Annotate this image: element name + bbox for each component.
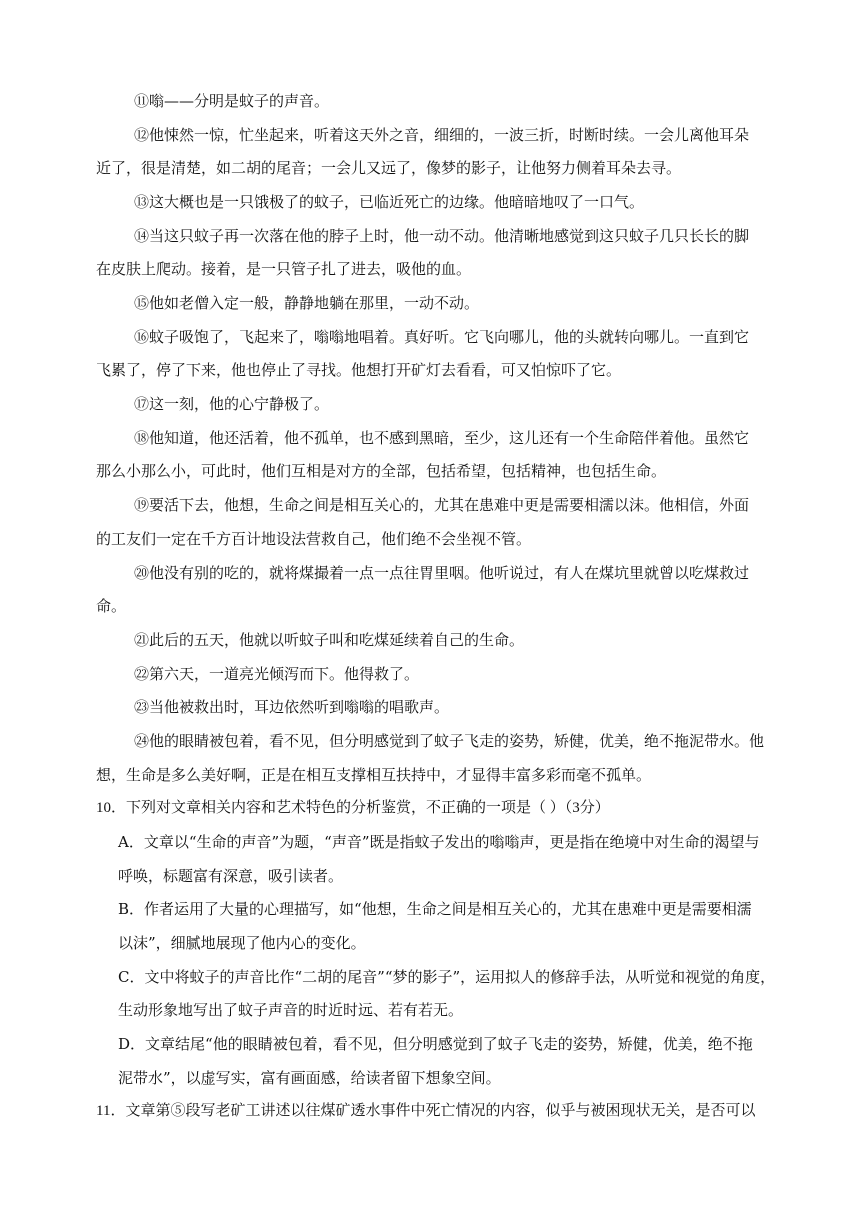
paragraph-12-line-1: ⑫他悚然一惊，忙坐起来，听着这天外之音，细细的，一波三折，时断时续。一会儿离他耳朵 <box>134 126 750 144</box>
option-d-line-2: 泥带水”，以虚写实，富有画面感，给读者留下想象空间。 <box>118 1069 501 1087</box>
paragraph-14-line-1: ⑭当这只蚊子再一次落在他的脖子上时，他一动不动。他清晰地感觉到这只蚊子几只长长的脚 <box>134 227 750 245</box>
paragraph-13: ⑬这大概也是一只饿极了的蚊子，已临近死亡的边缘。他暗暗地叹了一口气。 <box>134 193 645 211</box>
option-b-line-2: 以沫”，细腻地展现了他内心的变化。 <box>118 934 366 952</box>
question-10: 10．下列对文章相关内容和艺术特色的分析鉴赏，不正确的一项是（ ）（3分） <box>96 800 610 816</box>
option-d-line-1: D．文章结尾“他的眼睛被包着，看不见，但分明感觉到了蚊子飞走的姿势，矫健，优美，绝不拖 <box>118 1035 753 1053</box>
option-c-line-1: C．文中将蚊子的声音比作“二胡的尾音”“梦的影子”，运用拟人的修辞手法，从听觉和视觉的角度， <box>118 968 776 986</box>
paragraph-16-line-2: 飞累了，停了下来，他也停止了寻找。他想打开矿灯去看看，可又怕惊吓了它。 <box>96 361 622 379</box>
paragraph-19-line-2: 的工友们一定在千方百计地设法营救自己，他们绝不会坐视不管。 <box>96 530 532 548</box>
paragraph-15: ⑮他如老僧入定一般，静静地躺在那里，一动不动。 <box>134 294 480 312</box>
paragraph-20-line-2: 命。 <box>96 597 127 615</box>
paragraph-23: ㉓当他被救出时，耳边依然听到嗡嗡的唱歌声。 <box>134 698 450 716</box>
paragraph-18-line-1: ⑱他知道，他还活着，他不孤单，也不感到黑暗，至少，这儿还有一个生命陪伴着他。虽然它 <box>134 429 750 447</box>
paragraph-11: ⑪嗡——分明是蚊子的声音。 <box>134 92 330 110</box>
paragraph-24-line-1: ㉔他的眼睛被包着，看不见，但分明感觉到了蚊子飞走的姿势，矫健，优美，绝不拖泥带水。他 <box>134 732 765 750</box>
paragraph-18-line-2: 那么小那么小，可此时，他们互相是对方的全部，包括希望，包括精神，也包括生命。 <box>96 462 667 480</box>
paragraph-20-line-1: ⑳他没有别的吃的，就将煤撮着一点一点往胃里咽。他听说过，有人在煤坑里就曾以吃煤救过 <box>134 564 750 582</box>
paragraph-24-line-2: 想，生命是多么美好啊，正是在相互支撑相互扶持中，才显得丰富多彩而毫不孤单。 <box>96 766 652 784</box>
paragraph-12-line-2: 近了，很是清楚，如二胡的尾音；一会儿又远了，像梦的影子，让他努力侧着耳朵去寻。 <box>96 159 682 177</box>
paragraph-16-line-1: ⑯蚊子吸饱了，飞起来了，嗡嗡地唱着。真好听。它飞向哪儿，他的头就转向哪儿。一直到它 <box>134 328 750 346</box>
option-a-line-2: 呼唤，标题富有深意，吸引读者。 <box>118 867 344 885</box>
paragraph-22: ㉒第六天，一道亮光倾泻而下。他得救了。 <box>134 665 420 683</box>
question-11: 11．文章第⑤段写老矿工讲述以往煤矿透水事件中死亡情况的内容，似乎与被困现状无关，是否可以 <box>96 1103 756 1119</box>
paragraph-14-line-2: 在皮肤上爬动。接着，是一只管子扎了进去，吸他的血。 <box>96 260 472 278</box>
option-c-line-2: 生动形象地写出了蚊子声音的时近时远、若有若无。 <box>118 1001 464 1019</box>
paragraph-17: ⑰这一刻，他的心宁静极了。 <box>134 395 330 413</box>
paragraph-21: ㉑此后的五天，他就以听蚊子叫和吃煤延续着自己的生命。 <box>134 631 525 649</box>
paragraph-19-line-1: ⑲要活下去，他想，生命之间是相互关心的，尤其在患难中更是需要相濡以沫。他相信，外面 <box>134 496 750 514</box>
option-a-line-1: A．文章以“生命的声音”为题，“声音”既是指蚊子发出的嗡嗡声，更是指在绝境中对生命的渴望与 <box>118 833 760 851</box>
option-b-line-1: B．作者运用了大量的心理描写，如“他想，生命之间是相互关心的，尤其在患难中更是需要相濡 <box>118 900 752 918</box>
